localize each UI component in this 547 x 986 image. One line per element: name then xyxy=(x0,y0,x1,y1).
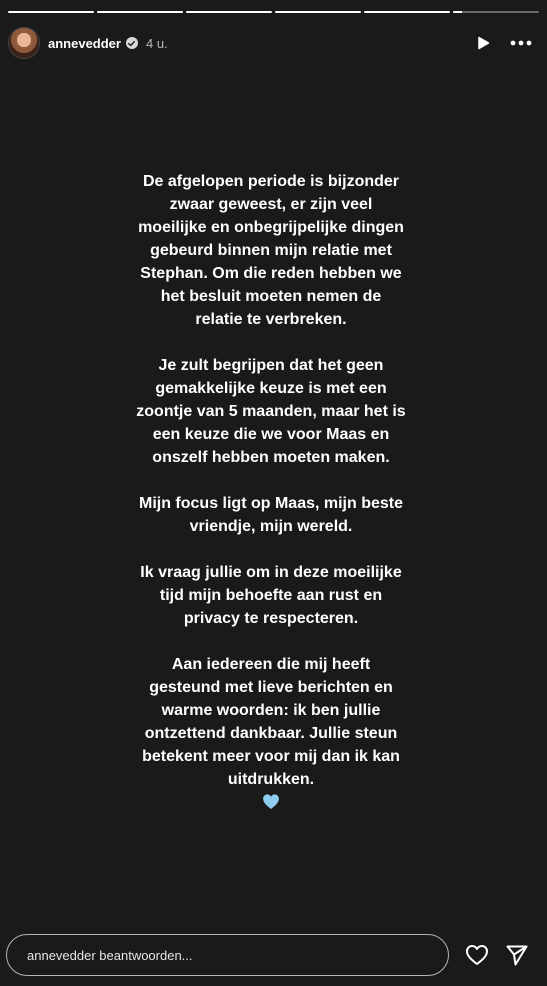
story-text xyxy=(95,170,447,810)
avatar[interactable] xyxy=(8,27,40,59)
story-paragraph: Ik vraag jullie om in deze moeilijke tijd mijn behoefte aan rust en privacy te respecteren. xyxy=(140,564,402,627)
heart-outline-icon[interactable] xyxy=(463,941,491,969)
progress-bar xyxy=(8,11,539,13)
send-icon[interactable] xyxy=(503,941,531,969)
story-header xyxy=(8,26,535,60)
progress-segment xyxy=(8,11,94,13)
light-blue-heart-icon xyxy=(95,793,447,810)
play-icon[interactable] xyxy=(469,29,497,57)
progress-segment-current xyxy=(453,11,539,13)
story-footer xyxy=(0,930,547,980)
story-paragraph: Je zult begrijpen dat het geen gemakkelijke keuze is met een zoontje van 5 maanden, maar het is een keuze die we voor Maas en onszelf hebben moeten maken. xyxy=(136,357,406,466)
more-horizontal-icon[interactable] xyxy=(507,29,535,57)
progress-segment xyxy=(364,11,450,13)
story-paragraph: Mijn focus ligt op Maas, mijn beste vriendje, mijn wereld. xyxy=(138,495,404,535)
post-time: 4 u. xyxy=(145,35,168,51)
reply-input[interactable]: annevedder beantwoorden... xyxy=(6,934,449,976)
story-paragraph: Aan iedereen die mij heeft gesteund met lieve berichten en warme woorden: ik ben jullie ontzettend dankbaar. Jullie steun betekent meer voor mij dan ik kan uitdrukken. xyxy=(142,656,400,788)
progress-segment xyxy=(186,11,272,13)
progress-segment xyxy=(97,11,183,13)
username[interactable]: annevedder xyxy=(48,35,121,51)
verified-badge-icon xyxy=(126,37,138,49)
progress-segment xyxy=(275,11,361,13)
story-paragraph: De afgelopen periode is bijzonder zwaar geweest, er zijn veel moeilijke en onbegrijpelijke dingen gebeurd binnen mijn relatie met Stephan. Om die reden hebben we het besluit moeten nemen de relatie te verbreken. xyxy=(138,173,404,328)
